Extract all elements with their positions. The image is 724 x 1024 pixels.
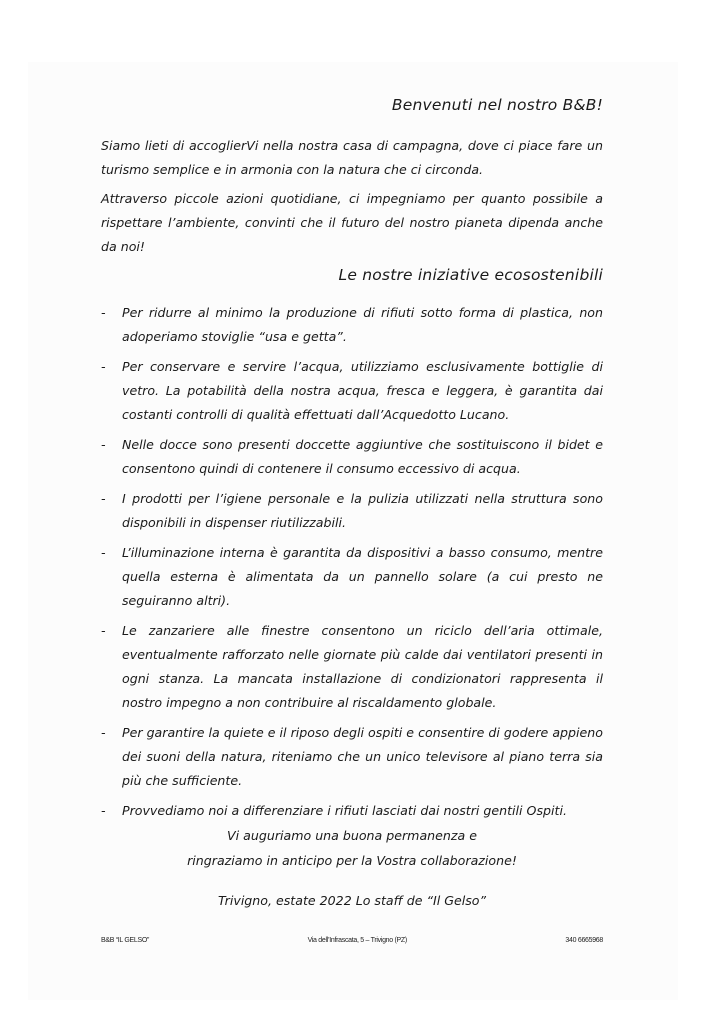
list-item [101,619,603,715]
list-item-text: Per conservare e servire l’acqua, utilizziamo esclusivamente bottiglie di vetro. La potabilità della nostra acqua, fresca e leggera, è garantita dai costanti controlli di qualità effettuati dall’Acquedotto Lucano. [122,359,603,422]
list-item [101,301,603,349]
bullet: - [101,305,106,320]
list-item-text: Nelle docce sono presenti doccette aggiuntive che sostituiscono il bidet e consentono quindi di contenere il consumo eccessivo di acqua. [122,437,603,476]
initiatives-list [101,301,603,829]
bullet: - [101,623,106,638]
closing-message [101,823,603,873]
footer-name: B&B “IL GELSO” [101,937,150,944]
signature: Trivigno, estate 2022 Lo staff de “Il Gelso” [217,893,487,908]
closing-line: Vi auguriamo una buona permanenza e [227,828,477,843]
list-item-text: Per garantire la quiete e il riposo degli ospiti e consentire di godere appieno dei suoni della natura, riteniamo che un unico televisore al piano terra sia più che sufficiente. [122,725,603,788]
list-item-text: L’illuminazione interna è garantita da dispositivi a basso consumo, mentre quella esterna è alimentata da un pannello solare (a cui presto ne seguiranno altri). [122,545,603,608]
list-item-text: Le zanzariere alle finestre consentono un riciclo dell’aria ottimale, eventualmente rafforzato nelle giornate più calde dai ventilatori presenti in ogni stanza. La mancata installazione di condizionatori rappresenta il nostro impegno a non contribuire al riscaldamento globale. [122,623,603,710]
page-title: Benvenuti nel nostro B&B! [391,96,603,114]
list-item-text: I prodotti per l’igiene personale e la pulizia utilizzati nella struttura sono disponibili in dispenser riutilizzabili. [122,491,603,530]
bullet: - [101,545,106,560]
bullet: - [101,437,106,452]
closing-line: ringraziamo in anticipo per la Vostra collaborazione! [187,853,517,868]
list-item-text: Per ridurre al minimo la produzione di rifiuti sotto forma di plastica, non adoperiamo stoviglie “usa e getta”. [122,305,603,344]
bullet: - [101,803,106,818]
page-footer [101,937,603,944]
section-heading: Le nostre iniziative ecosostenibili [338,266,603,284]
footer-phone: 340 6665968 [565,937,603,944]
list-item [101,541,603,613]
footer-address: Via dell’Infrascata, 5 – Trivigno (PZ) [307,937,407,944]
bullet: - [101,359,106,374]
intro-paragraph: Siamo lieti di accoglierVi nella nostra casa di campagna, dove ci piace fare un turismo semplice e in armonia con la natura che ci circonda. [101,138,603,177]
list-item [101,433,603,481]
list-item-text: Provvediamo noi a differenziare i rifiuti lasciati dai nostri gentili Ospiti. [122,803,567,818]
list-item [101,799,603,823]
bullet: - [101,491,106,506]
list-item [101,721,603,793]
list-item [101,355,603,427]
bullet: - [101,725,106,740]
intro-paragraph: Attraverso piccole azioni quotidiane, ci impegniamo per quanto possibile a rispettare l’ambiente, convinti che il futuro del nostro pianeta dipenda anche da noi! [101,191,603,254]
list-item [101,487,603,535]
